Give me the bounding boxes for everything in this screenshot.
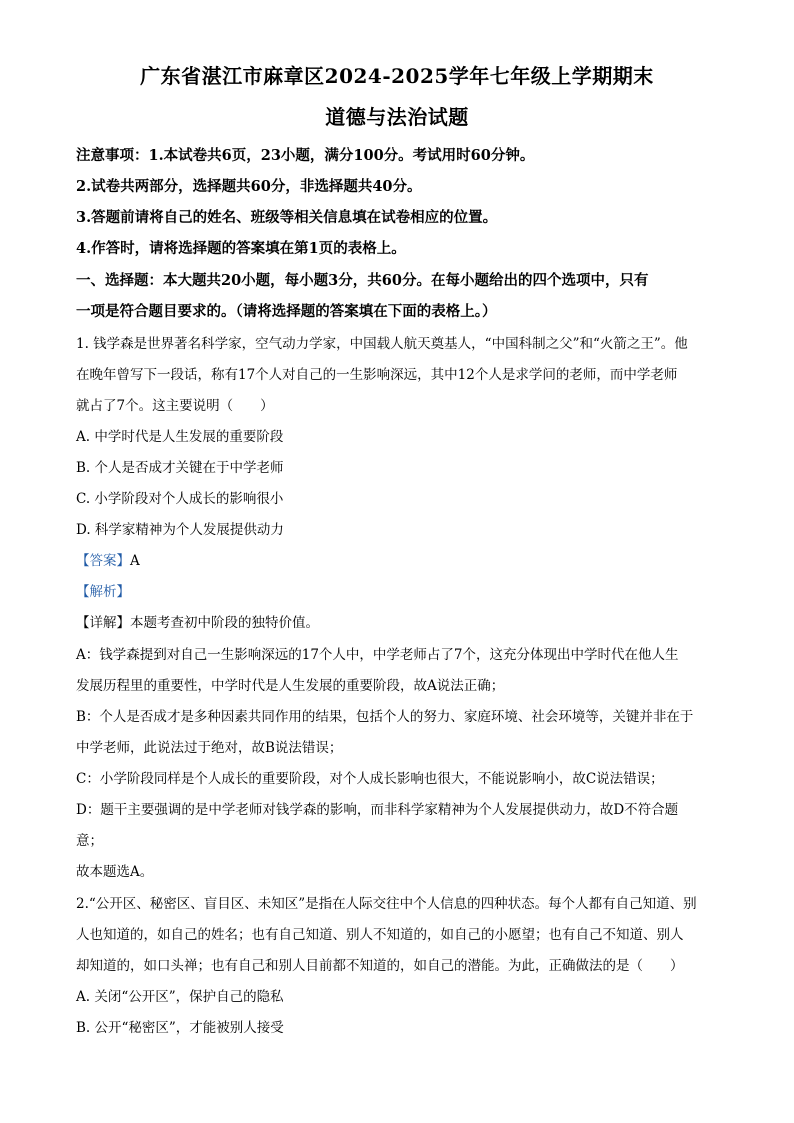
detail-tag: 【详解】	[76, 615, 130, 631]
q2-option-b: B. 公开“秘密区”，才能被别人接受	[76, 1020, 284, 1036]
q1-explain-line-2: 发展历程里的重要性，中学时代是人生发展的重要阶段，故A说法正确；	[76, 678, 505, 694]
q1-option-d: D. 科学家精神为个人发展提供动力	[76, 522, 284, 538]
q1-explain-line-3: B：个人是否成才是多种因素共同作用的结果，包括个人的努力、家庭环境、社会环境等，关键并非在于	[76, 709, 694, 725]
q1-explain-line-1: A：钱学森提到对自己一生影响深远的17个人中，中学老师占了7个，这充分体现出中学时代在他人生	[76, 647, 679, 663]
notice-line-1: 注意事项：1.本试卷共6页，23小题，满分100分。考试用时60分钟。	[76, 147, 535, 164]
analysis-tag: 【解析】	[76, 584, 130, 600]
detail-text: 本题考查初中阶段的独特价值。	[130, 615, 319, 631]
q1-answer	[76, 550, 140, 572]
notice-line-4: 4.作答时，请将选择题的答案填在第1页的表格上。	[76, 240, 406, 257]
exam-subtitle: 道德与法治试题	[325, 105, 469, 129]
q1-explain-line-5: C：小学阶段同样是个人成长的重要阶段，对个人成长影响也很大，不能说影响小，故C说法错误；	[76, 771, 664, 787]
q2-stem-line-1: 2.“公开区、秘密区、盲目区、未知区”是指在人际交往中个人信息的四种状态。每个人都有自己知道、别	[76, 896, 697, 912]
answer-tag: 【答案】	[76, 553, 130, 569]
notice-line-2: 2.试卷共两部分，选择题共60分，非选择题共40分。	[76, 178, 422, 195]
q1-detail	[76, 612, 319, 634]
q2-stem-line-2: 人也知道的，如自己的姓名；也有自己知道、别人不知道的，如自己的小愿望；也有自己不知道、别人	[76, 927, 684, 943]
q1-explain-line-7: 意；	[76, 833, 103, 849]
q2-stem-line-3: 却知道的，如口头禅；也有自己和别人目前都不知道的，如自己的潜能。为此，正确做法的是（ ）	[76, 958, 684, 974]
section-heading-line-2: 一项是符合题目要求的。（请将选择题的答案填在下面的表格上。）	[76, 303, 497, 320]
q1-explain-line-8: 故本题选A。	[76, 864, 154, 880]
answer-value: A	[130, 553, 140, 569]
q1-stem-line-1: 1. 钱学森是世界著名科学家，空气动力学家，中国载人航天奠基人，“中国科制之父”和“火箭之王”。他	[76, 336, 688, 352]
q1-option-b: B. 个人是否成才关键在于中学老师	[76, 460, 284, 476]
q1-stem-line-3: 就占了7个。这主要说明（ ）	[76, 398, 274, 414]
q2-option-a: A. 关闭“公开区”，保护自己的隐私	[76, 989, 284, 1005]
q1-option-c: C. 小学阶段对个人成长的影响很小	[76, 491, 284, 507]
q1-stem-line-2: 在晚年曾写下一段话，称有17个人对自己的一生影响深远，其中12个人是求学问的老师，而中学老师	[76, 367, 678, 383]
q1-option-a: A. 中学时代是人生发展的重要阶段	[76, 429, 284, 445]
exam-title: 广东省湛江市麻章区2024-2025学年七年级上学期期末	[140, 64, 654, 88]
q1-explain-line-4: 中学老师，此说法过于绝对，故B说法错误；	[76, 740, 343, 756]
notice-line-3: 3.答题前请将自己的姓名、班级等相关信息填在试卷相应的位置。	[76, 209, 498, 226]
q1-explain-line-6: D：题干主要强调的是中学老师对钱学森的影响，而非科学家精神为个人发展提供动力，故D不符合题	[76, 802, 679, 818]
section-heading-line-1: 一、选择题：本大题共20小题，每小题3分，共60分。在每小题给出的四个选项中，只有	[76, 272, 649, 289]
q1-analysis	[76, 581, 130, 603]
